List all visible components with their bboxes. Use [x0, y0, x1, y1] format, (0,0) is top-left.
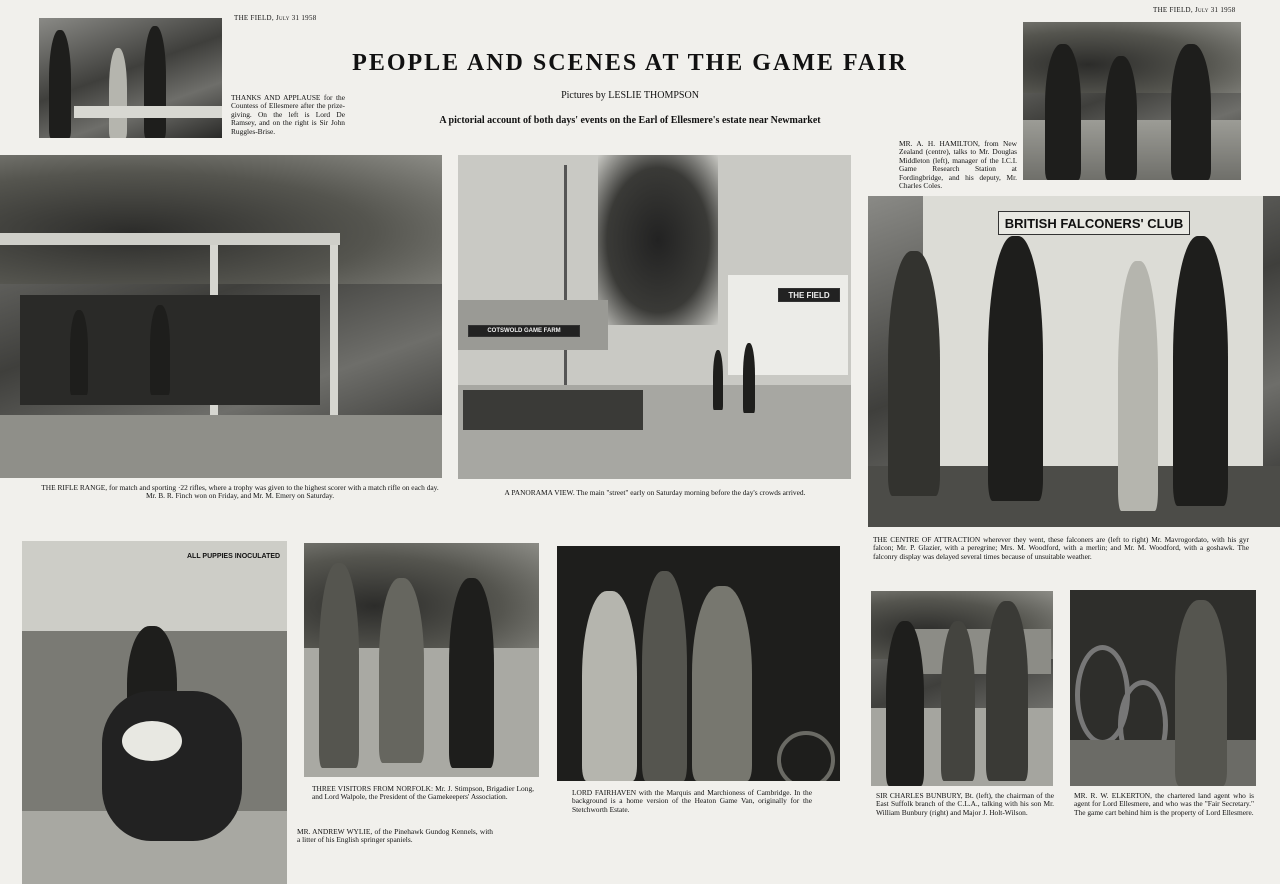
caption-panorama: A PANORAMA VIEW. The main "street" early on Saturday morning before the day's crowds arrived.: [504, 488, 806, 497]
caption-centre-of-attraction: THE CENTRE OF ATTRACTION wherever they went, these falconers are (left to right) Mr. Mavrogordato, with his gyr falcon; Mr. P. Glazier, with a peregrine; Mrs. M. Woodford, with a merlin; and Mr. M. Woodford, with a goshawk. The falconry display was delayed several times because of unsuitable weather.: [873, 535, 1249, 561]
photo-norfolk: [304, 543, 539, 777]
caption-elkerton: MR. R. W. ELKERTON, the chartered land agent who is agent for Lord Ellesmere, and who was the "Fair Secretary." The game cart behind him is the property of Lord Ellesmere.: [1074, 791, 1254, 817]
caption-bunbury: SIR CHARLES BUNBURY, Bt. (left), the chairman of the East Suffolk branch of the C.L.A., talking with his son Mr. William Bunbury (right) and Major J. Holt-Wilson.: [876, 791, 1054, 817]
photo-rifle-range: [0, 155, 442, 478]
sign-puppies: ALL PUPPIES INOCULATED: [187, 553, 281, 560]
photo-elkerton: [1070, 590, 1256, 786]
photo-bunbury: [871, 591, 1053, 786]
caption-fairhaven: LORD FAIRHAVEN with the Marquis and Marchioness of Cambridge. In the background is a home version of the Heaton Game Van, originally for the Stetchworth Estate.: [572, 788, 812, 814]
photo-panorama: [458, 155, 851, 479]
caption-norfolk: THREE VISITORS FROM NORFOLK: Mr. J. Stimpson, Brigadier Long, and Lord Walpole, the President of the Gamekeepers' Association.: [312, 784, 534, 802]
caption-wylie: MR. ANDREW WYLIE, of the Pinehawk Gundog Kennels, with a litter of his English springer spaniels.: [297, 827, 493, 845]
sign-cotswold: COTSWOLD GAME FARM: [468, 325, 580, 337]
page-title: PEOPLE AND SCENES AT THE GAME FAIR: [352, 50, 908, 76]
photo-falconers: [868, 196, 1280, 527]
caption-rifle-range: THE RIFLE RANGE, for match and sporting ·22 rifles, where a trophy was given to the highest scorer with a match rifle on each day. Mr. B. R. Finch won on Friday, and Mr. M. Emery on Saturday.: [41, 483, 439, 501]
photo-fairhaven: [557, 546, 840, 781]
sign-falconers-club: BRITISH FALCONERS' CLUB: [998, 211, 1190, 235]
caption-hamilton: MR. A. H. HAMILTON, from New Zealand (centre), talks to Mr. Douglas Middleton (left), manager of the I.C.I. Game Research Station at Fordingbridge, and his deputy, Mr. Charles Coles.: [899, 139, 1017, 191]
photo-prize-giving: [39, 18, 222, 138]
photo-puppies: [22, 541, 287, 884]
byline: Pictures by LESLIE THOMPSON: [561, 90, 699, 101]
photo-hamilton: [1023, 22, 1241, 180]
standfirst: A pictorial account of both days' events on the Earl of Ellesmere's estate near Newmarket: [439, 115, 821, 126]
caption-thanks-applause: THANKS AND APPLAUSE for the Countess of Ellesmere after the prize-giving. On the left is Lord De Ramsey, and on the right is Sir John Ruggles-Brise.: [231, 93, 345, 136]
right-running-head: THE FIELD, July 31 1958: [1153, 6, 1236, 14]
sign-the-field: THE FIELD: [778, 288, 840, 302]
left-running-head: THE FIELD, July 31 1958: [234, 14, 317, 22]
